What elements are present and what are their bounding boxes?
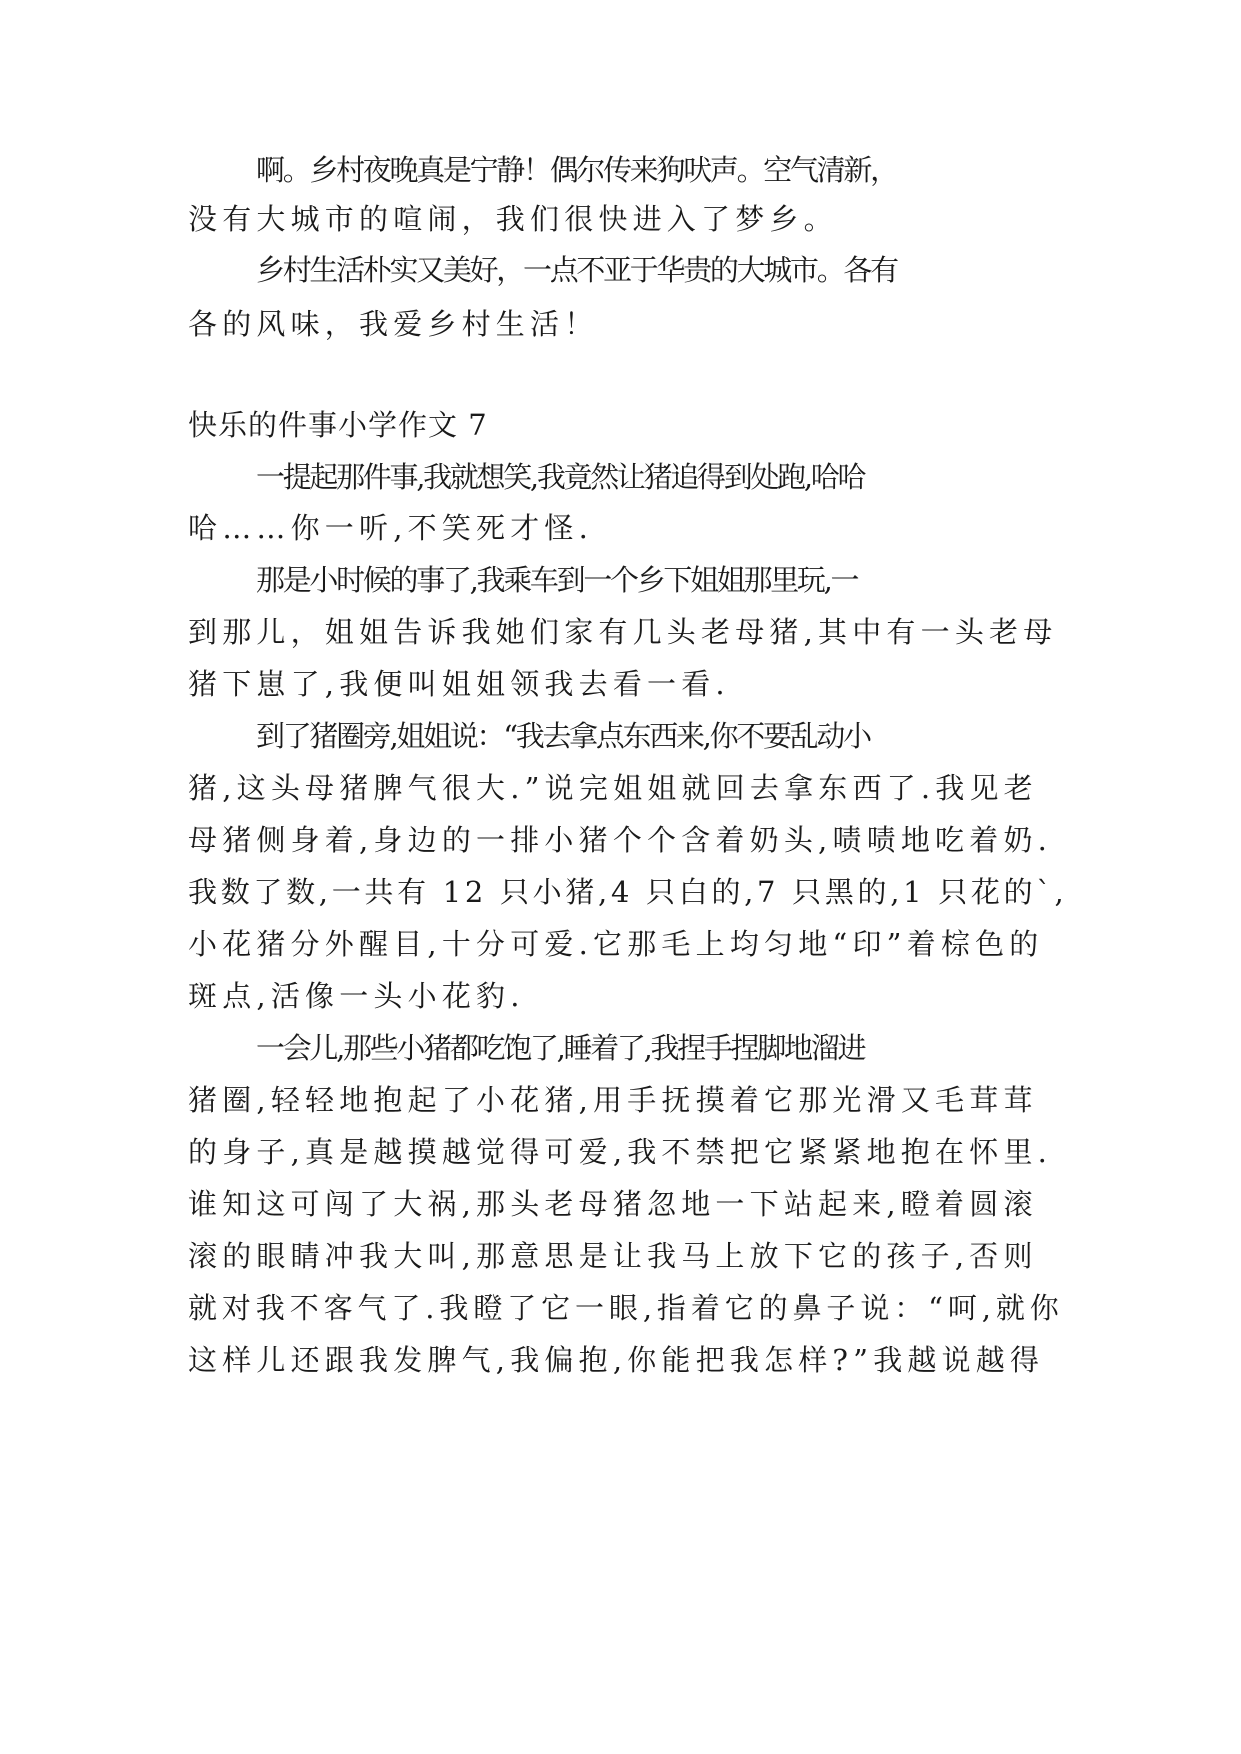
text-line: 小花猪分外醒目,十分可爱.它那毛上均匀地“印”着棕色的	[188, 927, 1044, 961]
text-line: 那是小时候的事了,我乘车到一个乡下姐姐那里玩,一	[256, 563, 858, 597]
section-title: 快乐的件事小学作文 7	[188, 408, 488, 442]
text-line: 到了猪圈旁,姐姐说：“我去拿点东西来,你不要乱动小	[256, 719, 870, 753]
text-line: 没有大城市的喧闹，我们很快进入了梦乡。	[188, 202, 838, 236]
text-line: 哈……你一听,不笑死才怪.	[188, 511, 594, 545]
text-line: 一会儿,那些小猪都吃饱了,睡着了,我捏手捏脚地溜进	[256, 1031, 865, 1065]
text-line: 谁知这可闯了大祸,那头老母猪忽地一下站起来,瞪着圆滚	[188, 1187, 1038, 1221]
text-line: 各的风味，我爱乡村生活！	[188, 307, 599, 341]
text-line: 滚的眼睛冲我大叫,那意思是让我马上放下它的孩子,否则	[188, 1239, 1038, 1273]
text-line: 我数了数,一共有 12 只小猪,4 只白的,7 只黑的,1 只花的`,	[188, 875, 1068, 909]
text-line: 猪下崽了,我便叫姐姐领我去看一看.	[188, 667, 730, 701]
text-line: 啊。乡村夜晚真是宁静！偶尔传来狗吠声。空气清新，	[256, 153, 897, 187]
text-line: 到那儿，姐姐告诉我她们家有几头老母猪,其中有一头老母	[188, 615, 1058, 649]
text-line: 乡村生活朴实又美好，一点不亚于华贵的大城市。各有	[256, 253, 897, 287]
text-line: 的身子,真是越摸越觉得可爱,我不禁把它紧紧地抱在怀里.	[188, 1135, 1053, 1169]
text-line: 一提起那件事,我就想笑,我竟然让猪追得到处跑,哈哈	[256, 460, 865, 494]
text-line: 母猪侧身着,身边的一排小猪个个含着奶头,啧啧地吃着奶.	[188, 823, 1053, 857]
text-line: 这样儿还跟我发脾气,我偏抱,你能把我怎样?”我越说越得	[188, 1343, 1045, 1377]
text-line: 斑点,活像一头小花豹.	[188, 979, 525, 1013]
text-line: 就对我不客气了.我瞪了它一眼,指着它的鼻子说：“呵,就你	[188, 1291, 1064, 1325]
text-line: 猪圈,轻轻地抱起了小花猪,用手抚摸着它那光滑又毛茸茸	[188, 1083, 1038, 1117]
text-line: 猪,这头母猪脾气很大.”说完姐姐就回去拿东西了.我见老	[188, 771, 1038, 805]
